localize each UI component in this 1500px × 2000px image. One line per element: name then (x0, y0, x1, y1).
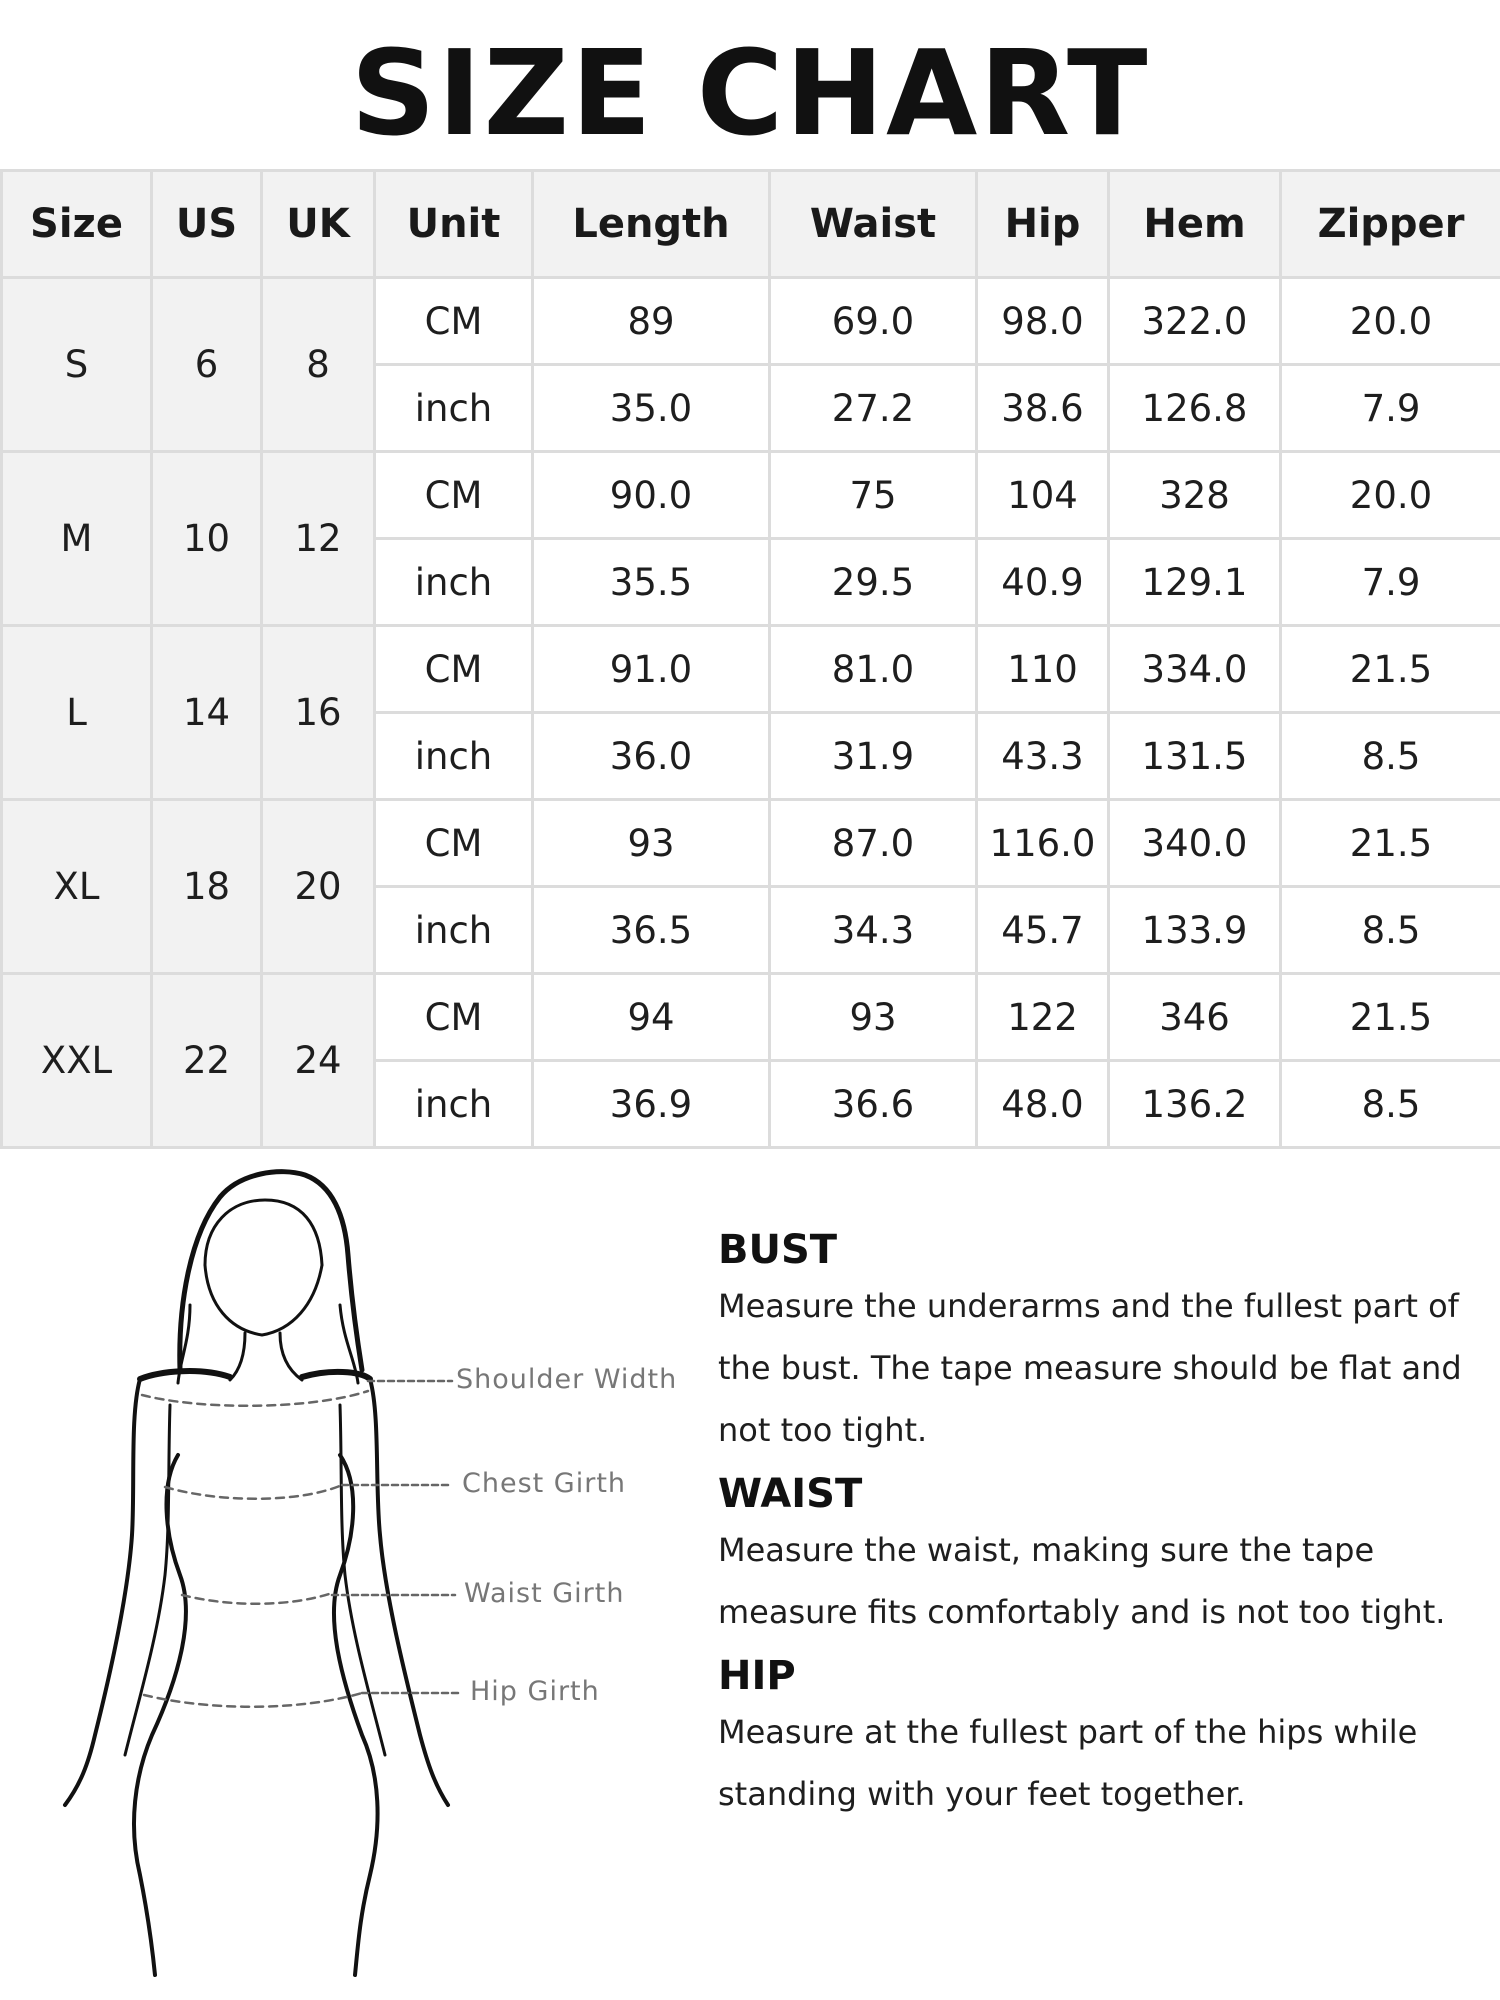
size-cell: L (2, 626, 152, 800)
waist-cell: 34.3 (770, 887, 977, 974)
table-row (2, 626, 1500, 713)
hem-cell: 322.0 (1109, 278, 1281, 365)
length-cell: 36.0 (533, 713, 770, 800)
zipper-cell: 8.5 (1281, 887, 1500, 974)
length-cell: 93 (533, 800, 770, 887)
length-cell: 36.9 (533, 1061, 770, 1148)
uk-size-cell: 12 (262, 452, 375, 626)
length-cell: 35.5 (533, 539, 770, 626)
zipper-cell: 7.9 (1281, 365, 1500, 452)
table-header-row (2, 171, 1500, 278)
waist-cell: 81.0 (770, 626, 977, 713)
hem-cell: 346 (1109, 974, 1281, 1061)
zipper-cell: 21.5 (1281, 974, 1500, 1061)
bust-heading: BUST (718, 1227, 838, 1273)
length-cell: 94 (533, 974, 770, 1061)
hip-girth-label: Hip Girth (470, 1676, 600, 1707)
unit-cell: CM (375, 452, 533, 539)
shoulder-width-label: Shoulder Width (456, 1364, 678, 1395)
unit-cell: CM (375, 974, 533, 1061)
waist-girth-label: Waist Girth (464, 1578, 625, 1609)
header-zipper: Zipper (1281, 171, 1500, 278)
zipper-cell: 7.9 (1281, 539, 1500, 626)
table-row (2, 974, 1500, 1061)
length-cell: 35.0 (533, 365, 770, 452)
waist-cell: 29.5 (770, 539, 977, 626)
waist-cell: 31.9 (770, 713, 977, 800)
body-measurement-figure (40, 1155, 680, 1985)
hip-cell: 122 (977, 974, 1109, 1061)
hip-cell: 104 (977, 452, 1109, 539)
unit-cell: CM (375, 626, 533, 713)
hip-cell: 40.9 (977, 539, 1109, 626)
table-row (2, 452, 1500, 539)
uk-size-cell: 20 (262, 800, 375, 974)
table-row (2, 278, 1500, 365)
hip-cell: 116.0 (977, 800, 1109, 887)
measurement-guide (718, 1225, 1478, 1833)
waist-cell: 69.0 (770, 278, 977, 365)
zipper-cell: 20.0 (1281, 278, 1500, 365)
zipper-cell: 20.0 (1281, 452, 1500, 539)
length-cell: 36.5 (533, 887, 770, 974)
hem-cell: 328 (1109, 452, 1281, 539)
header-unit: Unit (375, 171, 533, 278)
length-cell: 89 (533, 278, 770, 365)
uk-size-cell: 24 (262, 974, 375, 1148)
table-row (2, 800, 1500, 887)
hip-cell: 38.6 (977, 365, 1109, 452)
header-uk: UK (262, 171, 375, 278)
hem-cell: 126.8 (1109, 365, 1281, 452)
header-us: US (152, 171, 262, 278)
waist-cell: 27.2 (770, 365, 977, 452)
unit-cell: CM (375, 800, 533, 887)
unit-cell: inch (375, 713, 533, 800)
hip-cell: 110 (977, 626, 1109, 713)
hem-cell: 340.0 (1109, 800, 1281, 887)
hip-cell: 98.0 (977, 278, 1109, 365)
length-cell: 91.0 (533, 626, 770, 713)
us-size-cell: 6 (152, 278, 262, 452)
us-size-cell: 14 (152, 626, 262, 800)
unit-cell: CM (375, 278, 533, 365)
zipper-cell: 21.5 (1281, 626, 1500, 713)
size-cell: XXL (2, 974, 152, 1148)
uk-size-cell: 16 (262, 626, 375, 800)
length-cell: 90.0 (533, 452, 770, 539)
waist-cell: 87.0 (770, 800, 977, 887)
hip-cell: 43.3 (977, 713, 1109, 800)
header-hip: Hip (977, 171, 1109, 278)
size-table (0, 169, 1500, 1149)
waist-cell: 36.6 (770, 1061, 977, 1148)
hem-cell: 133.9 (1109, 887, 1281, 974)
page-title: SIZE CHART (350, 24, 1150, 162)
waist-cell: 93 (770, 974, 977, 1061)
hip-cell: 48.0 (977, 1061, 1109, 1148)
size-cell: M (2, 452, 152, 626)
unit-cell: inch (375, 1061, 533, 1148)
unit-cell: inch (375, 365, 533, 452)
size-cell: XL (2, 800, 152, 974)
hem-cell: 129.1 (1109, 539, 1281, 626)
waist-instructions: Measure the waist, making sure the tape measure fits comfortably and is not too tight. (718, 1531, 1446, 1631)
bust-instructions: Measure the underarms and the fullest part of the bust. The tape measure should be flat and not too tight. (718, 1287, 1462, 1449)
size-cell: S (2, 278, 152, 452)
zipper-cell: 21.5 (1281, 800, 1500, 887)
zipper-cell: 8.5 (1281, 713, 1500, 800)
unit-cell: inch (375, 887, 533, 974)
uk-size-cell: 8 (262, 278, 375, 452)
body-silhouette-icon (40, 1155, 680, 1985)
header-size: Size (2, 171, 152, 278)
us-size-cell: 10 (152, 452, 262, 626)
hip-instructions: Measure at the fullest part of the hips while standing with your feet together. (718, 1713, 1418, 1813)
hip-cell: 45.7 (977, 887, 1109, 974)
waist-cell: 75 (770, 452, 977, 539)
us-size-cell: 22 (152, 974, 262, 1148)
unit-cell: inch (375, 539, 533, 626)
hem-cell: 136.2 (1109, 1061, 1281, 1148)
header-length: Length (533, 171, 770, 278)
hem-cell: 131.5 (1109, 713, 1281, 800)
header-hem: Hem (1109, 171, 1281, 278)
hip-heading: HIP (718, 1653, 796, 1699)
zipper-cell: 8.5 (1281, 1061, 1500, 1148)
us-size-cell: 18 (152, 800, 262, 974)
header-waist: Waist (770, 171, 977, 278)
hem-cell: 334.0 (1109, 626, 1281, 713)
waist-heading: WAIST (718, 1471, 863, 1517)
chest-girth-label: Chest Girth (462, 1468, 627, 1499)
